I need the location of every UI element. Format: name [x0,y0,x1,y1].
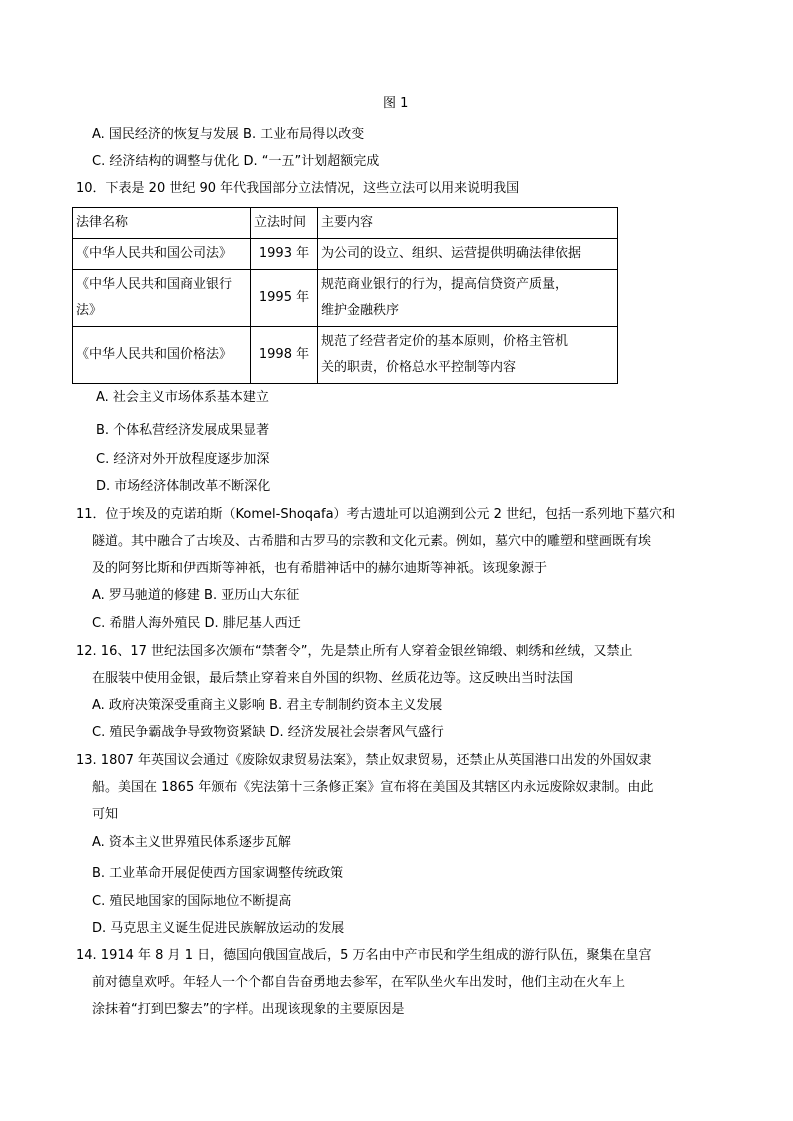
q12-stem-line-1: 12. 16、17 世纪法国多次颁布“禁奢令”，先是禁止所有人穿着金银丝锦缎、刺绣和丝绒，又禁止 [76,644,633,659]
q12-option-ab: A. 政府决策深受重商主义影响 B. 君主专制制约资本主义发展 [92,698,443,713]
law-table [72,207,618,384]
q13-option-b: B. 工业革命开展促使西方国家调整传统政策 [92,866,344,881]
law-content [318,270,618,327]
q11-stem-line-1: 11．位于埃及的克诺珀斯（Komel-Shoqafa）考古遗址可以追溯到公元 2 世纪，包括一系列地下墓穴和 [76,507,676,522]
q13-option-c: C. 殖民地国家的国际地位不断提高 [92,894,292,909]
law-name-line: 《中华人民共和国商业银行 [76,277,233,292]
q13-option-a: A. 资本主义世界殖民体系逐步瓦解 [92,835,291,850]
q13-option-d: D. 马克思主义诞生促进民族解放运动的发展 [92,921,345,936]
q10-option-c: C. 经济对外开放程度逐步加深 [96,452,270,467]
table-header-row [73,208,618,239]
table-row [73,239,618,270]
q13-stem-line-1: 13. 1807 年英国议会通过《废除奴隶贸易法案》，禁止奴隶贸易，还禁止从英国港口出发的外国奴隶 [76,753,652,768]
header-law-content: 主要内容 [318,208,618,239]
header-law-time: 立法时间 [251,208,318,239]
law-content-line: 关的职责，价格总水平控制等内容 [321,360,517,375]
q13-stem-line-2: 船。美国在 1865 年颁布《宪法第十三条修正案》宣布将在美国及其辖区内永远废除奴隶制。由此 [92,780,654,795]
q10-option-a: A. 社会主义市场体系基本建立 [96,390,269,405]
law-content [318,327,618,384]
law-time: 1995 年 [251,270,318,327]
table-row [73,270,618,327]
law-content-line: 维护金融秩序 [321,303,400,318]
q13-stem-line-3: 可知 [92,807,119,822]
q11-option-ab: A. 罗马驰道的修建 B. 亚历山大东征 [92,588,300,603]
law-name [73,270,251,327]
q10-option-d: D. 市场经济体制改革不断深化 [96,479,271,494]
header-law-name: 法律名称 [73,208,251,239]
q14-stem-line-2: 前对德皇欢呼。年轻人一个个都自告奋勇地去参军，在军队坐火车出发时，他们主动在火车上 [92,975,626,990]
q14-stem-line-1: 14. 1914 年 8 月 1 日，德国向俄国宣战后，5 万名由中产市民和学生组成的游行队伍，聚集在皇宫 [76,948,652,963]
law-time: 1993 年 [251,239,318,270]
law-name-line: 法》 [76,303,103,318]
table-row [73,327,618,384]
q11-stem-line-3: 及的阿努比斯和伊西斯等神祇，也有希腊神话中的赫尔迪斯等神祇。该现象源于 [92,561,548,576]
q12-stem-line-2: 在服装中使用金银，最后禁止穿着来自外国的织物、丝质花边等。这反映出当时法国 [92,671,574,686]
law-content-line: 规范商业银行的行为，提高信贷资产质量， [321,277,569,292]
q11-option-cd: C. 希腊人海外殖民 D. 腓尼基人西迁 [92,616,301,631]
q9-option-cd: C. 经济结构的调整与优化 D. “一五”计划超额完成 [92,154,380,169]
q9-option-ab: A. 国民经济的恢复与发展 B. 工业布局得以改变 [92,127,365,142]
law-content: 为公司的设立、组织、运营提供明确法律依据 [318,239,618,270]
q14-stem-line-3: 涂抹着“打到巴黎去”的字样。出现该现象的主要原因是 [92,1002,405,1017]
law-time: 1998 年 [251,327,318,384]
law-content-line: 规范了经营者定价的基本原则，价格主管机 [321,334,569,349]
figure-caption: 图 1 [383,96,409,111]
q10-option-b: B. 个体私营经济发展成果显著 [96,423,270,438]
law-name: 《中华人民共和国价格法》 [73,327,251,384]
q12-option-cd: C. 殖民争霸战争导致物资紧缺 D. 经济发展社会崇奢风气盛行 [92,725,444,740]
q11-stem-line-2: 隧道。其中融合了古埃及、古希腊和古罗马的宗教和文化元素。例如，墓穴中的雕塑和壁画既有埃 [92,534,652,549]
q10-stem: 10．下表是 20 世纪 90 年代我国部分立法情况，这些立法可以用来说明我国 [76,181,520,196]
law-name: 《中华人民共和国公司法》 [73,239,251,270]
